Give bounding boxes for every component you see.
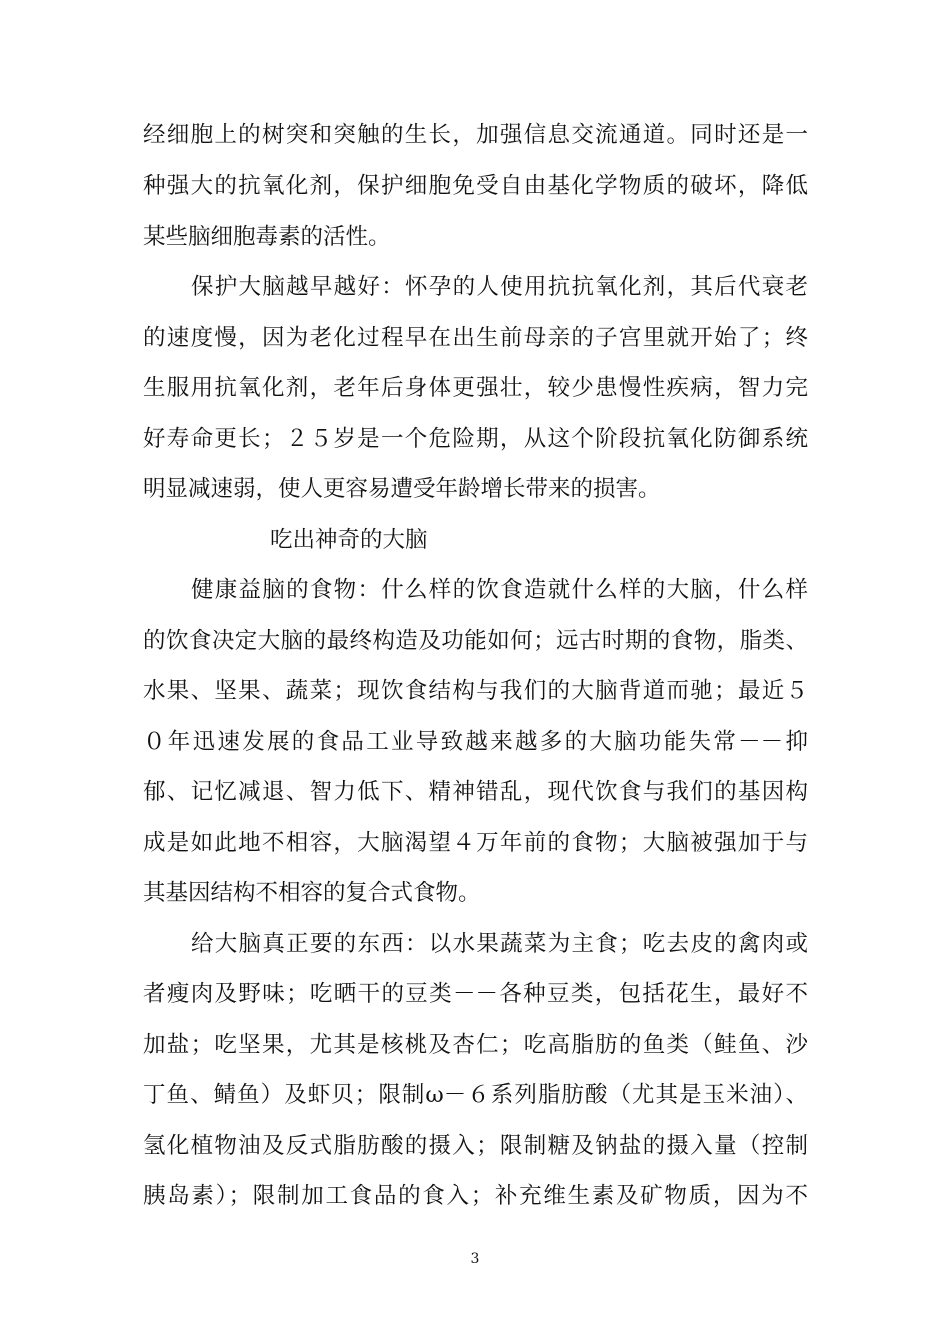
- body-text-line: 丁鱼、鲭鱼）及虾贝；限制ω－６系列脂肪酸（尤其是玉米油）、: [143, 1082, 808, 1108]
- body-text-line: 的饮食决定大脑的最终构造及功能如何；远古时期的食物，脂类、: [143, 628, 808, 654]
- body-text-line: 者瘦肉及野味；吃晒干的豆类－－各种豆类，包括花生，最好不: [143, 981, 808, 1007]
- body-text-line: 氢化植物油及反式脂肪酸的摄入；限制糖及钠盐的摄入量（控制: [143, 1133, 808, 1159]
- body-text-line: 的速度慢，因为老化过程早在出生前母亲的子宫里就开始了；终: [143, 325, 808, 351]
- section-heading: 吃出神奇的大脑: [270, 527, 428, 553]
- body-text-line: 保护大脑越早越好：怀孕的人使用抗抗氧化剂，其后代衰老: [191, 274, 808, 300]
- body-text-line: ０年迅速发展的食品工业导致越来越多的大脑功能失常－－抑: [143, 729, 808, 755]
- body-text-line: 明显减速弱，使人更容易遭受年龄增长带来的损害。: [143, 476, 661, 502]
- body-text-line: 种强大的抗氧化剂，保护细胞免受自由基化学物质的破坏，降低: [143, 173, 808, 199]
- body-text-line: 加盐；吃坚果，尤其是核桃及杏仁；吃高脂肪的鱼类（鲑鱼、沙: [143, 1032, 808, 1058]
- body-text-line: 成是如此地不相容，大脑渴望４万年前的食物；大脑被强加于与: [143, 830, 808, 856]
- body-text-line: 经细胞上的树突和突触的生长，加强信息交流通道。同时还是一: [143, 122, 808, 148]
- body-text-line: 郁、记忆减退、智力低下、精神错乱，现代饮食与我们的基因构: [143, 779, 808, 805]
- body-text-line: 水果、坚果、蔬菜；现饮食结构与我们的大脑背道而驰；最近５: [143, 678, 808, 704]
- body-text-line: 生服用抗氧化剂，老年后身体更强壮，较少患慢性疾病，智力完: [143, 375, 808, 401]
- body-text-line: 某些脑细胞毒素的活性。: [143, 224, 391, 250]
- body-text-line: 胰岛素）；限制加工食品的食入；补充维生素及矿物质，因为不: [143, 1183, 808, 1209]
- body-text-line: 给大脑真正要的东西：以水果蔬菜为主食；吃去皮的禽肉或: [191, 931, 808, 957]
- body-text-line: 其基因结构不相容的复合式食物。: [143, 880, 481, 906]
- body-text-line: 健康益脑的食物：什么样的饮食造就什么样的大脑，什么样: [191, 577, 808, 603]
- body-text-line: 好寿命更长；２５岁是一个危险期，从这个阶段抗氧化防御系统: [143, 426, 808, 452]
- page-number: 3: [470, 1251, 480, 1267]
